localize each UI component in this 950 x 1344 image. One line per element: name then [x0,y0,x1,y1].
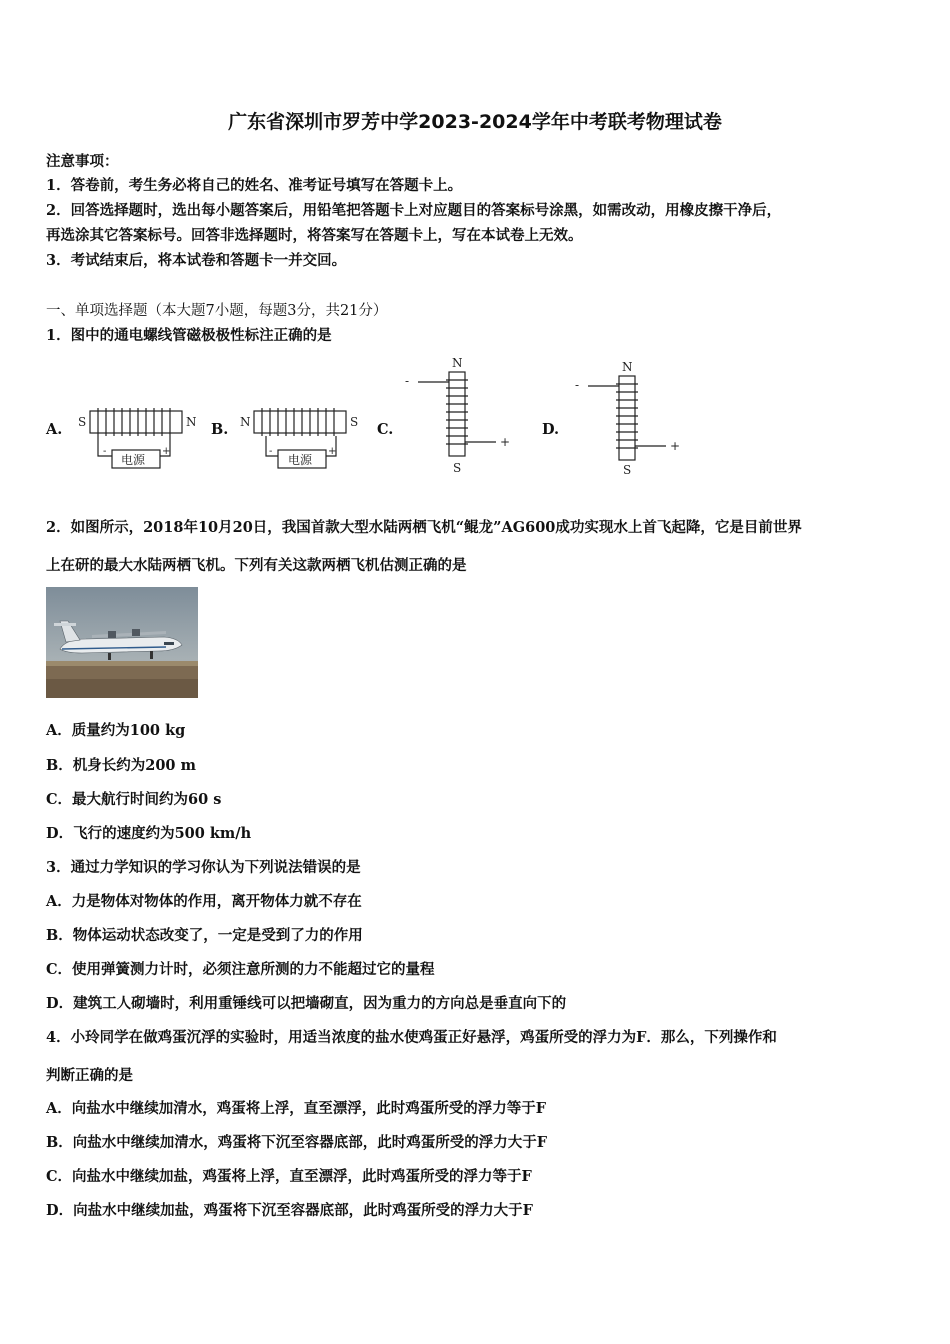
notice-item: 1．答卷前，考生务必将自己的姓名、准考证号填写在答题卡上。 [46,177,463,194]
q4-option: D．向盐水中继续加盐，鸡蛋将下沉至容器底部，此时鸡蛋所受的浮力大于F [46,1202,533,1219]
question-1-stem: 1．图中的通电螺线管磁极极性标注正确的是 [46,327,332,344]
label-d-bottom: S [623,463,632,477]
q2-option: B．机身长约为200 m [46,757,196,774]
notice-heading: 注意事项： [46,153,119,170]
q1-option-b-label: B. [211,421,229,438]
question-3-stem: 3．通过力学知识的学习你认为下列说法错误的是 [46,859,361,876]
page-title: 广东省深圳市罗芳中学2023-2024学年中考联考物理试卷 [228,111,722,133]
q3-option: A．力是物体对物体的作用，离开物体力就不存在 [46,893,362,910]
label-b-right: S [350,415,359,429]
question-2-stem: 上在研的最大水陆两栖飞机。下列有关这款两栖飞机估测正确的是 [46,557,467,574]
minus-a: - [103,446,107,457]
solenoid-diagram-c [418,372,496,456]
plus-d: + [670,439,681,453]
question-4-stem: 判断正确的是 [46,1067,133,1084]
power-label-a: 电源 [121,453,146,467]
label-b-left: N [240,415,251,429]
q2-option: D．飞行的速度约为500 km/h [46,825,252,842]
plus-b: + [328,446,337,457]
minus-c: - [405,374,410,388]
power-label-b: 电源 [288,453,313,467]
minus-b: - [269,446,273,457]
section-heading: 一、单项选择题（本大题7小题，每题3分，共21分） [46,303,388,319]
question-2-stem: 2．如图所示，2018年10月20日，我国首款大型水陆两栖飞机“鲲龙”AG600成功实现水上首飞起降，它是目前世界 [46,519,802,536]
notice-item: 2．回答选择题时，选出每小题答案后，用铅笔把答题卡上对应题目的答案标号涂黑，如需改动，用橡皮擦干净后， [46,202,782,219]
q4-option: C．向盐水中继续加盐，鸡蛋将上浮，直至漂浮，此时鸡蛋所受的浮力等于F [46,1168,532,1185]
plus-c: + [500,435,511,449]
minus-d: - [575,378,580,392]
label-c-top: N [452,356,463,370]
plus-a: + [162,446,171,457]
q3-option: B．物体运动状态改变了，一定是受到了力的作用 [46,927,363,944]
q2-option: A．质量约为100 kg [46,722,186,739]
q4-option: B．向盐水中继续加清水，鸡蛋将下沉至容器底部，此时鸡蛋所受的浮力大于F [46,1134,548,1151]
label-d-top: N [622,360,633,374]
label-a-left: S [78,415,87,429]
q1-option-d-label: D. [542,421,560,438]
q1-option-a-label: A. [46,421,63,438]
q3-option: C．使用弹簧测力计时，必须注意所测的力不能超过它的量程 [46,961,435,978]
solenoid-diagram-d [588,376,666,460]
q1-diagrams [0,350,950,485]
q3-option: D．建筑工人砌墙时，利用重锤线可以把墙砌直，因为重力的方向总是垂直向下的 [46,995,567,1012]
q4-option: A．向盐水中继续加清水，鸡蛋将上浮，直至漂浮，此时鸡蛋所受的浮力等于F [46,1100,547,1117]
label-c-bottom: S [453,461,462,475]
amphibious-plane-photo [46,587,198,698]
q2-option: C．最大航行时间约为60 s [46,791,222,808]
notice-item: 3．考试结束后，将本试卷和答题卡一并交回。 [46,252,347,269]
notice-item: 再选涂其它答案标号。回答非选择题时，将答案写在答题卡上，写在本试卷上无效。 [46,227,583,244]
question-4-stem: 4．小玲同学在做鸡蛋沉浮的实验时，用适当浓度的盐水使鸡蛋正好悬浮，鸡蛋所受的浮力为F．那么，下列操作和 [46,1029,777,1046]
label-a-right: N [186,415,197,429]
q1-option-c-label: C. [377,421,394,438]
